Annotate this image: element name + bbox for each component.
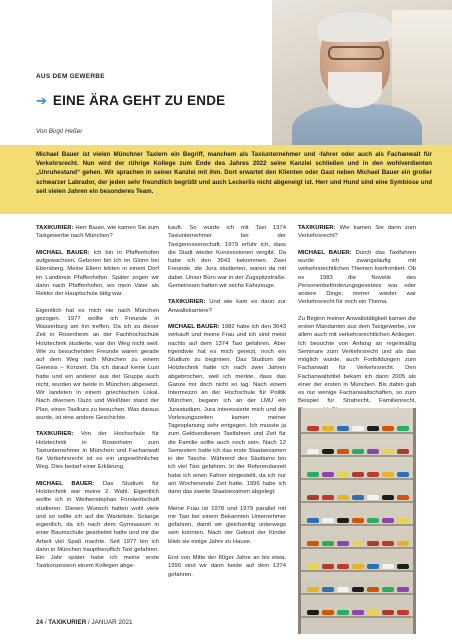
article-intro: Michael Bauer ist vielen Münchner Taxlern ein Begriff, manchem als Taxiunternehmer und -fahrer oder auch als Fachanwalt für Verkehrsrecht. Nun wird der rührige Kollege zum Ende des Jahres 2022 seine Kanzlei schließen und in den wohlverdienten „Unruhestand“ gehen. Wir sprachen in seiner Kanzlei mit ihm. Dort erwartet den Klienten oder Gast neben Michael Bauer ein großer schwarzer Labrador, der jeden sehr freundlich begrüßt und auch Leckerlis nicht abgeneigt ist. Herr und Hund sind eine Symbiose und seit vielen Jahren ein besonderes Team. bbox=[36, 151, 432, 195]
paragraph-text: Das Studium für Holztechnik war meine 2. Wahl. Eigentlich wollte ich in Weihenstephan Forstwirtschaft studieren. Diesen Wunsch hatten wohl viele und so sollte ich auf die Warteliste. Solange eigentlich, da ich nach dem Gymnasium in einer Baumschule gearbeitet hatte und mir die Arbeit viel Spaß machte. Seit 1977 bin ich dann in München hauptberuflich Taxi gefahren. Ein Jahr später habe ich meine erste Taxikonzession einem Kollegen abge- bbox=[36, 480, 159, 570]
model-car bbox=[382, 564, 394, 569]
model-car bbox=[397, 564, 409, 569]
model-car bbox=[397, 610, 409, 615]
model-car bbox=[337, 518, 349, 523]
model-car bbox=[382, 495, 394, 500]
paragraph bbox=[168, 323, 286, 496]
title-row bbox=[36, 93, 225, 108]
model-car bbox=[382, 449, 394, 454]
speaker-label: TAXIKURIER: bbox=[298, 225, 336, 231]
model-car bbox=[307, 610, 319, 615]
page-footer bbox=[36, 619, 132, 626]
model-car bbox=[397, 449, 409, 454]
model-car bbox=[307, 564, 319, 569]
model-car bbox=[397, 541, 409, 546]
model-car bbox=[337, 426, 349, 431]
showcase-shelf bbox=[301, 501, 413, 503]
speaker-label: MICHAEL BAUER: bbox=[298, 249, 352, 256]
portrait-shirt bbox=[292, 104, 422, 150]
model-car bbox=[382, 426, 394, 431]
model-car bbox=[322, 587, 334, 592]
model-car bbox=[307, 495, 319, 500]
model-car bbox=[322, 426, 334, 431]
showcase-shelf bbox=[301, 570, 413, 572]
model-car bbox=[367, 541, 379, 546]
speaker-label: TAXIKURIER: bbox=[36, 225, 74, 231]
model-car bbox=[337, 587, 349, 592]
model-car bbox=[397, 518, 409, 523]
speaker-label: MICHAEL BAUER: bbox=[36, 480, 95, 487]
model-car bbox=[367, 587, 379, 592]
model-car bbox=[322, 564, 334, 569]
paragraph-text: Durch das Taxifahren wurde ich zwangsläufig mit verkehrsrechtlichen Themen konfrontiert. Ob es 1983 die Novelle des Personenbeförderungsgesetzes war oder andere Dinge, immer wieder war Verkehrsrecht für mich ein Thema. bbox=[298, 249, 416, 306]
text-column-1 bbox=[36, 224, 159, 579]
footer-separator: / bbox=[88, 619, 92, 626]
portrait-beard bbox=[328, 72, 382, 108]
paragraph bbox=[168, 554, 286, 579]
paragraph bbox=[298, 249, 416, 307]
paragraph bbox=[36, 224, 159, 241]
model-car bbox=[322, 495, 334, 500]
speaker-label: MICHAEL BAUER: bbox=[36, 249, 90, 256]
model-car bbox=[352, 472, 364, 477]
model-car bbox=[367, 472, 379, 477]
paragraph bbox=[298, 224, 416, 241]
model-car bbox=[337, 449, 349, 454]
portrait-glasses bbox=[328, 46, 384, 60]
paragraph-text: Von der Hochschule für Holztechnik in Rosenheim zum Taxiunternehmer in München und Fachanwalt für Verkehrsrecht ist es ein ungewöhnlicher Weg. Dies bedarf einer Erklärung. bbox=[36, 431, 160, 471]
showcase-shelf bbox=[301, 616, 413, 618]
speaker-label: TAXIKURIER: bbox=[36, 431, 74, 438]
paragraph bbox=[168, 224, 286, 290]
paragraph-text: 1982 habe ich den 3643 verkauft und meine Frau und ich sind meist nachts auf dem 1374 Taxi gefahren. Aber irgendwie hat es mich gereizt, noch ein Studium zu beginnen. Das Studium der Holztechnik hatte ich nach zwei Jahren abgebrochen, weil ich merkte, dass das Ganze mir doch nicht so lag. Nach einem Intermezzo an der Hochschule für Politik München, begann ich an der LMU ein Jurastudium. Jura interessierte mich und die Vorlesungszeiten kamen meiner Tagesplanung sehr entgegen. Ich musste ja zum Geldverdienen Taxifahren und Zeit für die Familie sollte auch noch sein. Nach 12 Semestern hatte ich das erste Staatsexamen in der Tasche. Während des Studiums bin ich viel Taxi gefahren. In der Referendarzeit habe ich einen Fahrer eingestellt, da ich nur am Wochenende Zeit hatte. 1996 habe ich dann das zweite Staatsexamen abgelegt. bbox=[168, 324, 287, 495]
paragraph-text: Meine Frau ist 1978 und 1979 parallel mit mir Taxi bei einem Bekannten Unternehmer gefahren, damit wir gleichzeitig unterwegs sein konnten. Nach der Geburt der Kinder blieb sie einige Jahre zu Hause. bbox=[168, 505, 286, 545]
paragraph-text: Eigentlich hat es mich nie nach München gezogen. 1977 wollte ich Freunde in Wasserburg am Inn treffen. Da ich zu dieser Zeit in Rosenheim an der Fachhochschule Holztechnik studierte, war der Weg nicht weit. Wie zu besuchenden Freunde waren gerade auf dem Weg nach München zu einem Genesis – Konzert. Da ich darauf keine Lust hatte und ein anderer aus der Gruppe auch nicht, wurden wir beide in München abgesetzt. Wir landeten in einem griechischen Lokal. Nach diversen Ouzo und Weißbier stand der Plan, einen Taxlkurs zu besuchen. Was daraus wurde, ist eine andere Geschichte. bbox=[36, 307, 159, 421]
model-car bbox=[307, 449, 319, 454]
showcase-shelf bbox=[301, 432, 413, 434]
model-car bbox=[352, 426, 364, 431]
section-label: AUS DEM GEWERBE bbox=[36, 73, 105, 80]
showcase-shelf bbox=[301, 478, 413, 480]
model-car bbox=[367, 610, 379, 615]
paragraph-text: Wie kamen Sie dann zum Verkehrsrecht? bbox=[298, 225, 416, 240]
model-car bbox=[352, 564, 364, 569]
paragraph bbox=[36, 307, 159, 423]
paragraph bbox=[168, 298, 286, 315]
model-car bbox=[337, 472, 349, 477]
model-car bbox=[367, 518, 379, 523]
model-car bbox=[382, 610, 394, 615]
model-car bbox=[322, 541, 334, 546]
model-car bbox=[322, 610, 334, 615]
text-column-3 bbox=[298, 224, 416, 422]
model-car bbox=[307, 472, 319, 477]
model-car bbox=[352, 587, 364, 592]
article-author: Von Birgit Heßer bbox=[36, 128, 83, 135]
model-car bbox=[382, 541, 394, 546]
paragraph-text: kauft. So wurde ich mit Taxi 1374 Taxiunternehmer bei der Taxigenossenschaft. 1979 erfuhr ich, dass die Stadt wieder Konzessionen vergibt. Da habe ich den 3643 bekommen. Zwei Freunde, die Jura studierten, waren da mit dabei. Unser Büro war in der Zugspitzstraße. Gemeinsam hatten wir sechs Fahrzeuge. bbox=[168, 225, 286, 289]
model-car bbox=[307, 541, 319, 546]
magazine-name: TAXIKURIER bbox=[48, 619, 87, 626]
model-car bbox=[397, 587, 409, 592]
model-car bbox=[322, 518, 334, 523]
model-car bbox=[352, 610, 364, 615]
model-car bbox=[307, 518, 319, 523]
paragraph-text: Zu Beginn meiner Anwaltstätigkeit kamen die ersten Mandanten aus dem Taxigewerbe, vor allem auch mit verkehrsrechtlichen Anliegen. Ich besuchte von Anfang an regelmäßig Seminare zum Verkehrsrecht und als das möglich wurde, auch Fortbildungen zum Fachanwalt für Verkehrsrecht. Den Fachanwaltstitel bekam ich dann 2005 als einer der ersten in München. Bis dahin gab es nur wenige Fachanwaltschaften, so zum Beispiel für Strafrecht, Familienrecht, bbox=[298, 315, 416, 405]
portrait-hair bbox=[318, 12, 392, 42]
model-car bbox=[382, 472, 394, 477]
model-car bbox=[307, 426, 319, 431]
footer-separator: / bbox=[44, 619, 49, 626]
model-car bbox=[352, 495, 364, 500]
model-car bbox=[322, 472, 334, 477]
model-car bbox=[382, 587, 394, 592]
speaker-label: MICHAEL BAUER: bbox=[168, 324, 220, 330]
showcase-shelf bbox=[301, 547, 413, 549]
model-car bbox=[367, 564, 379, 569]
model-car bbox=[337, 541, 349, 546]
hero-portrait-photo bbox=[272, 0, 452, 150]
model-car bbox=[397, 426, 409, 431]
model-car bbox=[322, 449, 334, 454]
model-car bbox=[337, 564, 349, 569]
issue-date: JANUAR 2021 bbox=[91, 619, 133, 626]
showcase-shelf bbox=[301, 524, 413, 526]
paragraph bbox=[298, 315, 416, 414]
text-column-2 bbox=[168, 224, 286, 587]
model-car bbox=[307, 587, 319, 592]
page-number: 24 bbox=[36, 619, 44, 626]
paragraph bbox=[36, 480, 159, 571]
paragraph-text: Herr Bauer, wie kamen Sie zum Taxigewerbe nach München? bbox=[36, 225, 160, 240]
article-title: EINE ÄRA GEHT ZU ENDE bbox=[52, 93, 226, 108]
model-car bbox=[397, 495, 409, 500]
model-car bbox=[367, 449, 379, 454]
paragraph bbox=[168, 505, 286, 546]
paragraph bbox=[36, 249, 159, 299]
model-car bbox=[397, 472, 409, 477]
arrow-right-icon: ➔ bbox=[36, 93, 47, 108]
model-car bbox=[352, 518, 364, 523]
model-car bbox=[337, 495, 349, 500]
paragraph-text: Und wie kam es dann zur Anwaltskarriere? bbox=[168, 299, 286, 314]
speaker-label: TAXIKURIER: bbox=[168, 299, 206, 306]
model-car bbox=[352, 541, 364, 546]
model-car-showcase-photo bbox=[298, 408, 416, 634]
model-car bbox=[367, 426, 379, 431]
model-car bbox=[382, 518, 394, 523]
paragraph bbox=[36, 430, 159, 471]
model-car bbox=[367, 495, 379, 500]
model-car bbox=[352, 449, 364, 454]
showcase-shelf bbox=[301, 455, 413, 457]
paragraph-text: Erst von Mitte der 80ger Jahre an bis etwa. 1990 sind wir dann beide auf dem 1374 gefahren. bbox=[168, 555, 286, 578]
showcase-shelf bbox=[301, 593, 413, 595]
model-car bbox=[337, 610, 349, 615]
paragraph-text: Ich bin in Pfaffenhofen aufgewachsen. Geboren bin ich im Glonn bei Ebersberg. Meine Eltern lebten in einem Dorf im Landkreis Pfaffenhofen. Später zogen wir dann nach Pfaffenhofen, wo mein Vater als Rektor der Hauptschule tätig war. bbox=[36, 249, 159, 297]
